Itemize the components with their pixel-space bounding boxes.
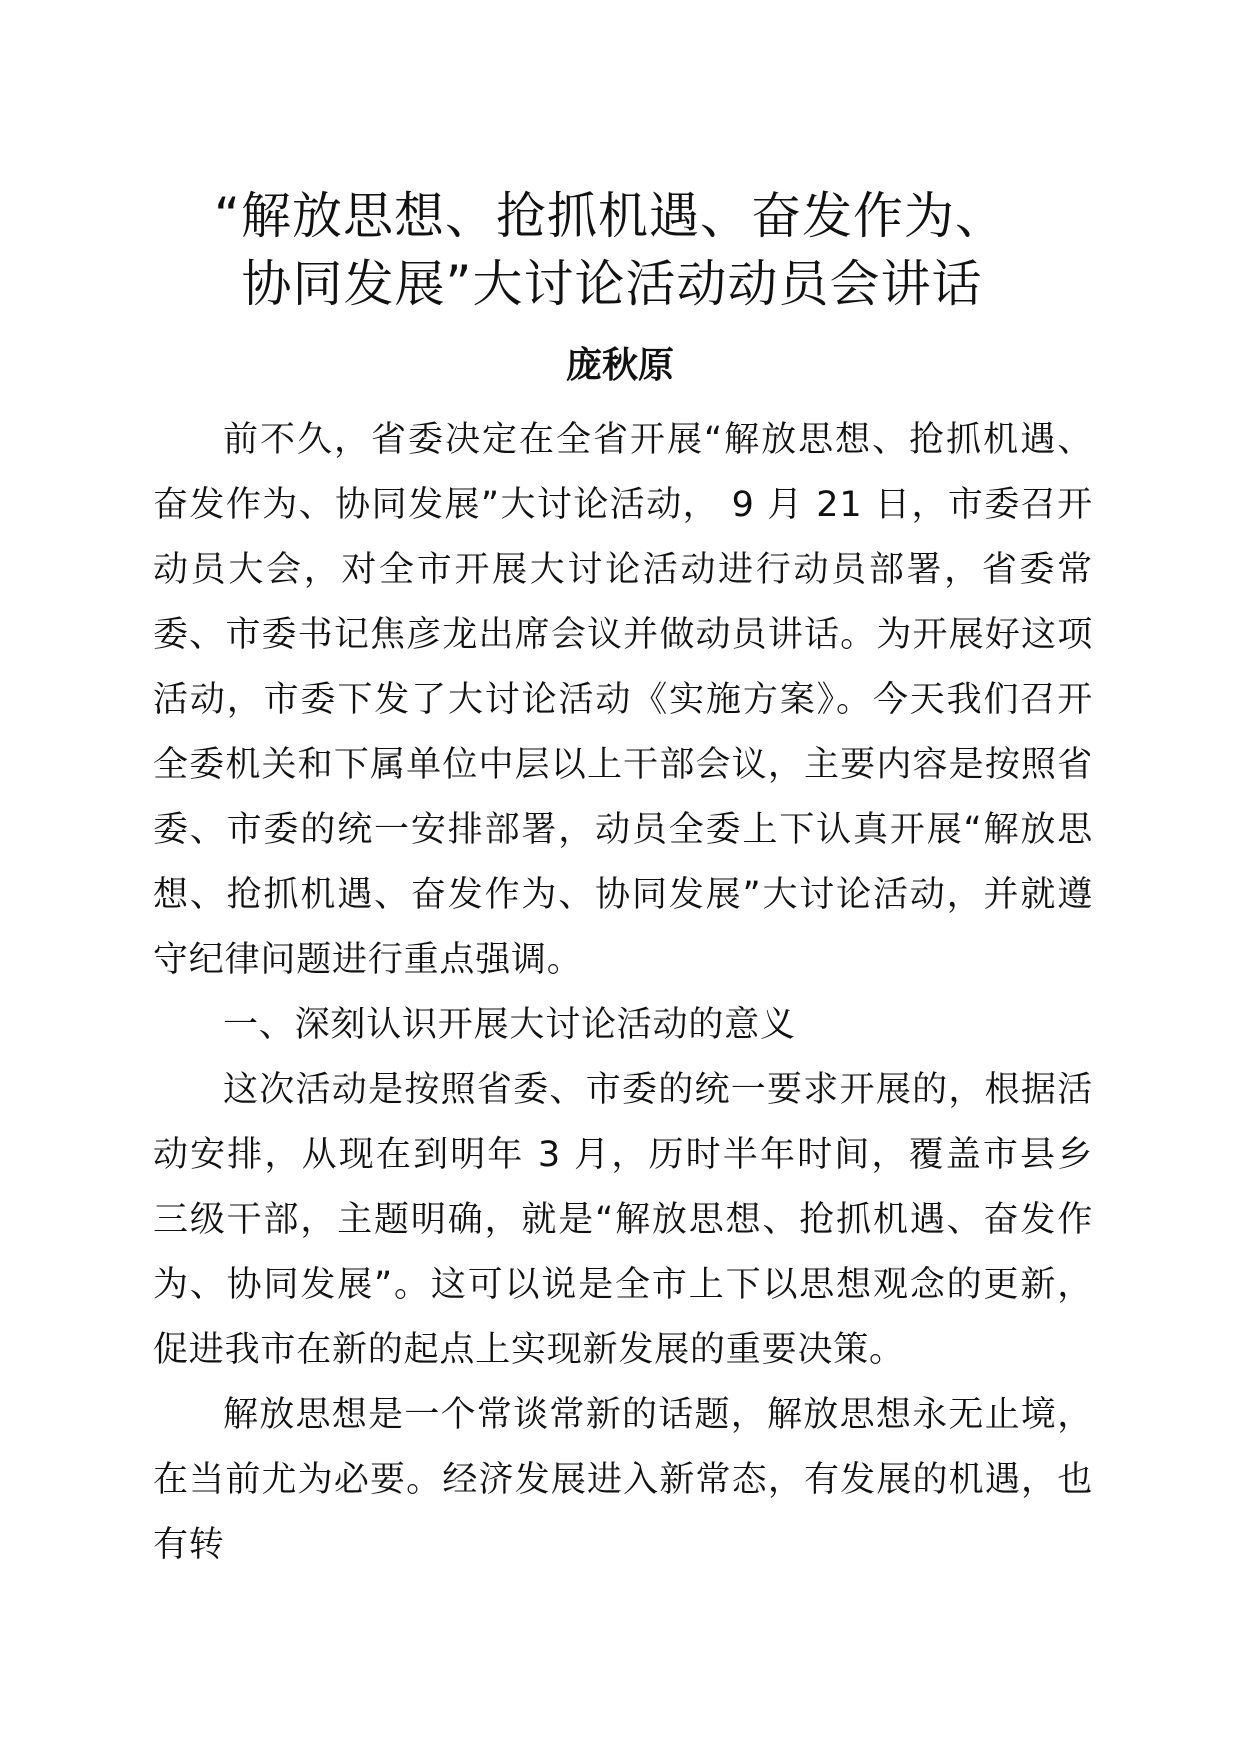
paragraph-significance: 这次活动是按照省委、市委的统一要求开展的，根据活动安排，从现在到明年 3 月，历时半年时间，覆盖市县乡三级干部，主题明确，就是“解放思想、抢抓机遇、奋发作为、协同发展”。这可以说是全市上下以思想观念的更新，促进我市在新的起点上实现新发展的重要决策。 [153, 1070, 1093, 1370]
author-name: 庞秋原 [565, 345, 674, 386]
paragraph-emancipation: 解放思想是一个常谈常新的话题，解放思想永无止境，在当前尤为必要。经济发展进入新常态，有发展的机遇，也有转 [153, 1395, 1093, 1565]
document-title-line-1: “解放思想、抢抓机遇、奋发作为、 [214, 187, 1006, 245]
paragraph-intro: 前不久，省委决定在全省开展“解放思想、抢抓机遇、奋发作为、协同发展”大讨论活动， 9 月 21 日，市委召开动员大会，对全市开展大讨论活动进行动员部署，省委常委、市委书记焦彦龙出席会议并做动员讲话。为开展好这项活动，市委下发了大讨论活动《实施方案》。今天我们召开全委机关和下属单位中层以上干部会议，主要内容是按照省委、市委的统一安排部署，动员全委上下认真开展“解放思想、抢抓机遇、奋发作为、协同发展”大讨论活动，并就遵守纪律问题进行重点强调。 [153, 420, 1093, 980]
section-heading-1: 一、深刻认识开展大讨论活动的意义 [223, 1005, 796, 1045]
document-title-line-2: 协同发展”大讨论活动动员会讲话 [241, 255, 983, 313]
